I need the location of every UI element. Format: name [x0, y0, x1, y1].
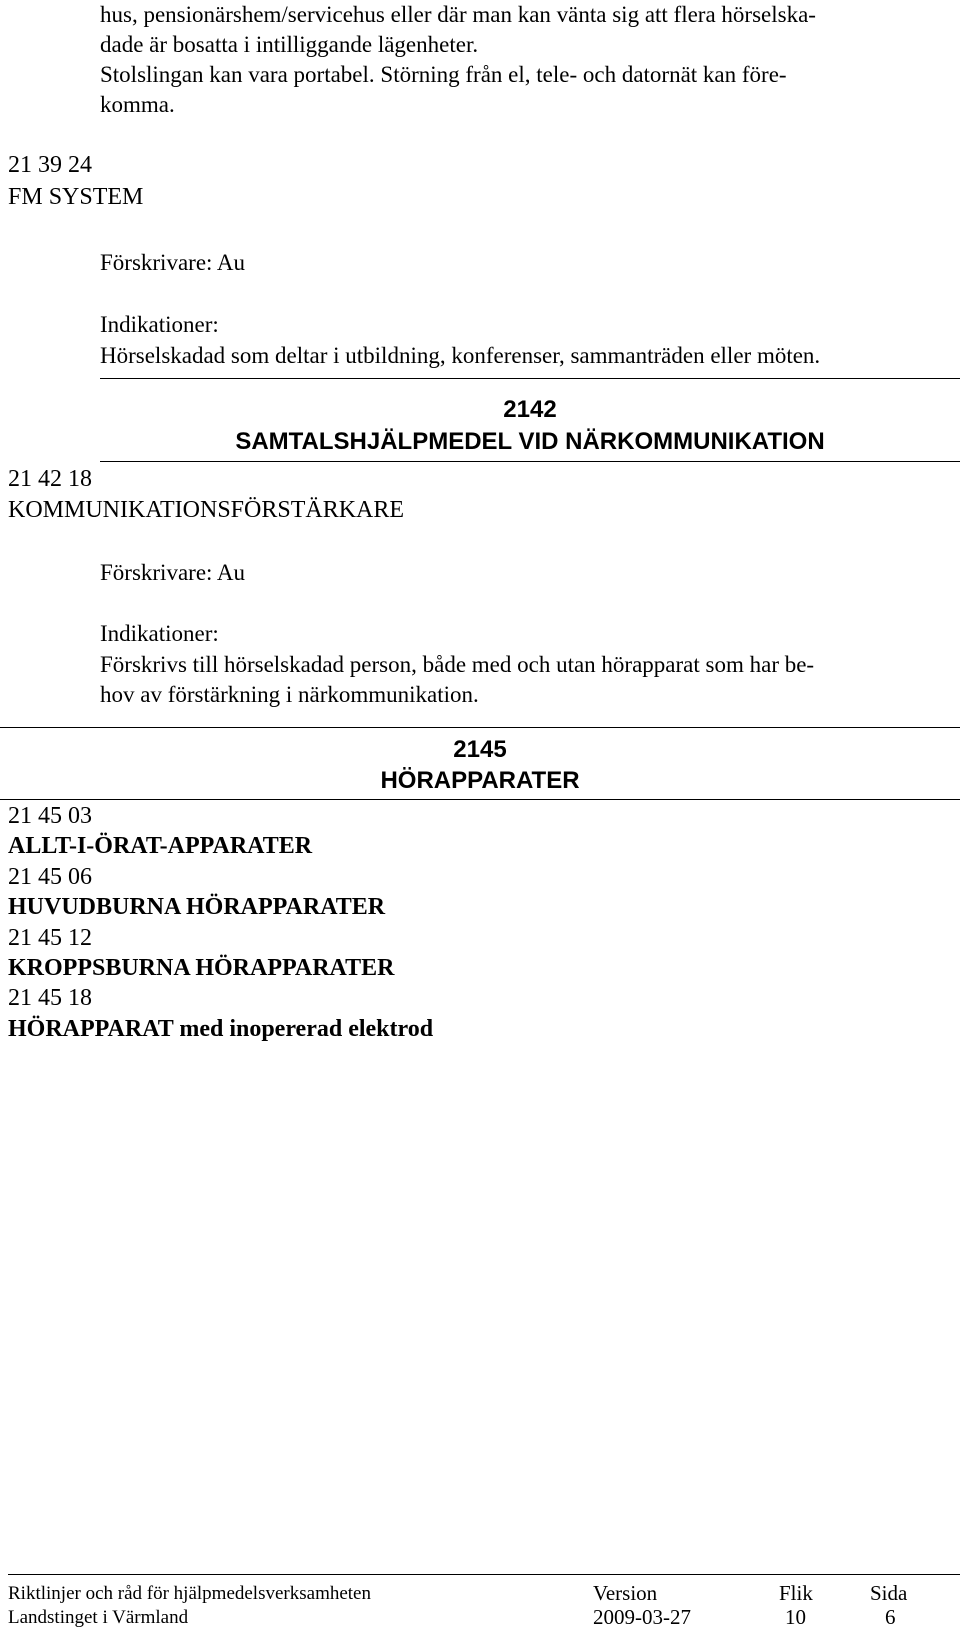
item-code: 21 39 24: [8, 152, 92, 178]
item-title: KOMMUNIKATIONSFÖRSTÄRKARE: [8, 497, 405, 523]
indications-text: hov av förstärkning i närkommunikation.: [100, 682, 479, 707]
footer-sida-value: 6: [885, 1605, 896, 1629]
section-title: SAMTALSHJÄLPMEDEL VID NÄRKOMMUNIKATION: [235, 428, 825, 455]
footer-version-value: 2009-03-27: [593, 1605, 691, 1629]
list-item-title: KROPPSBURNA HÖRAPPARATER: [8, 955, 395, 981]
section-number: 2145: [453, 736, 507, 763]
indications-label: Indikationer:: [100, 621, 219, 646]
section-number: 2142: [503, 396, 557, 423]
section-title: HÖRAPPARATER: [380, 767, 580, 794]
intro-line: Stolslingan kan vara portabel. Störning från el, tele- och datornät kan före-: [100, 62, 787, 87]
section-divider: [0, 727, 960, 728]
intro-line: hus, pensionärshem/servicehus eller där man kan vänta sig att flera hörselska-: [100, 2, 816, 27]
intro-line: dade är bosatta i intilliggande lägenheter.: [100, 32, 479, 57]
prescriber-text: Förskrivare: Au: [100, 560, 246, 585]
footer-org: Landstinget i Värmland: [8, 1607, 189, 1628]
footer-flik-label: Flik: [779, 1581, 813, 1605]
section-divider: [100, 378, 960, 379]
list-item-title: HUVUDBURNA HÖRAPPARATER: [8, 894, 386, 920]
footer-flik-value: 10: [785, 1605, 806, 1629]
footer-divider: [8, 1574, 960, 1575]
indications-text: Hörselskadad som deltar i utbildning, konferenser, sammanträden eller möten.: [100, 343, 821, 368]
footer-doc-title: Riktlinjer och råd för hjälpmedelsverksamheten: [8, 1583, 371, 1604]
list-item-code: 21 45 06: [8, 864, 92, 890]
item-title: FM SYSTEM: [8, 184, 144, 210]
footer-version-label: Version: [593, 1581, 658, 1605]
list-item-title: HÖRAPPARAT med inopererad elektrod: [8, 1016, 434, 1042]
list-item-code: 21 45 03: [8, 803, 92, 829]
footer-sida-label: Sida: [870, 1581, 908, 1605]
indications-text: Förskrivs till hörselskadad person, både med och utan hörapparat som har be-: [100, 652, 815, 677]
list-item-code: 21 45 18: [8, 985, 92, 1011]
section-divider: [100, 461, 960, 462]
list-item-code: 21 45 12: [8, 925, 92, 951]
section-divider: [0, 799, 960, 800]
indications-label: Indikationer:: [100, 312, 219, 337]
list-item-title: ALLT-I-ÖRAT-APPARATER: [8, 833, 313, 859]
prescriber-text: Förskrivare: Au: [100, 250, 246, 275]
intro-line: komma.: [100, 92, 175, 117]
item-code: 21 42 18: [8, 466, 92, 492]
